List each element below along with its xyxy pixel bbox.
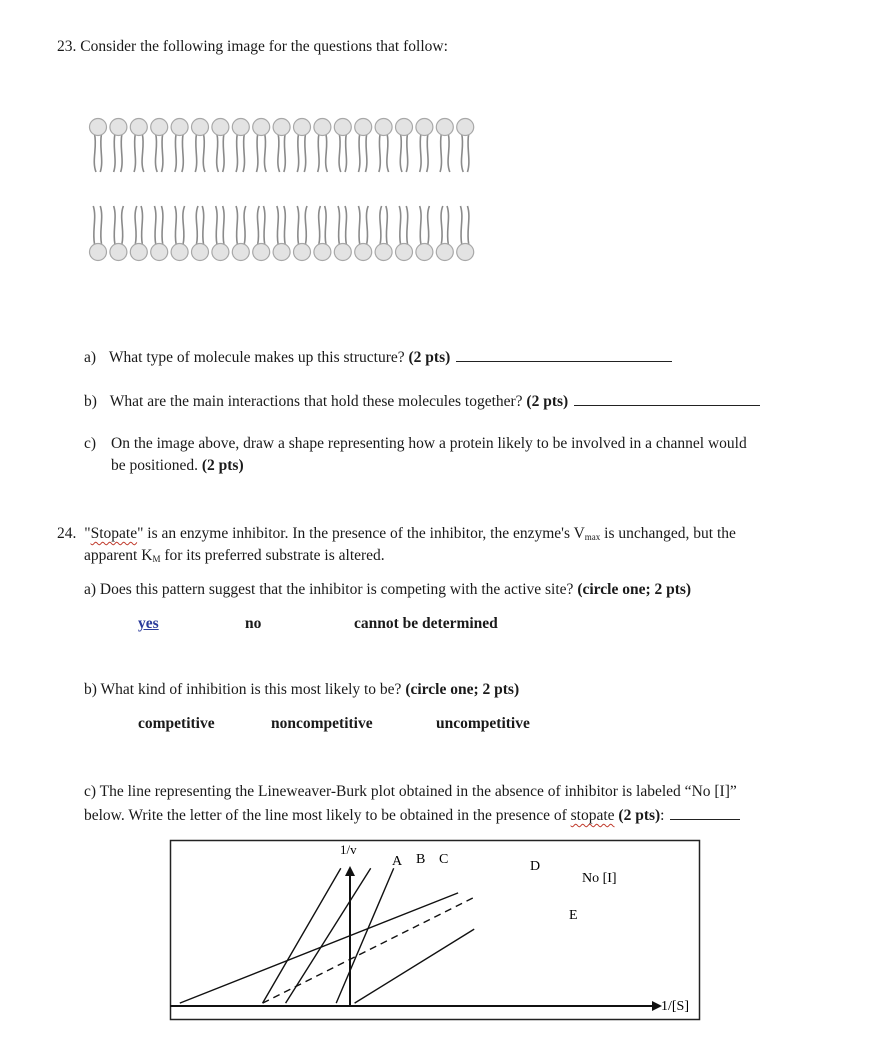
lipid-tail: [399, 206, 400, 244]
lipid-tail: [297, 206, 298, 244]
q23c-marker: c): [84, 435, 97, 452]
lipid-tail: [263, 206, 264, 244]
lipid-tail: [223, 206, 224, 244]
lipid-tail: [93, 206, 94, 244]
phospholipid-head: [355, 244, 372, 261]
phospholipid-head: [90, 119, 107, 136]
phospholipid-head: [314, 244, 331, 261]
phospholipid-head: [396, 119, 413, 136]
lipid-tail: [447, 206, 448, 244]
lipid-tail: [339, 134, 341, 172]
line-label-E: E: [569, 908, 578, 923]
lipid-tail: [440, 134, 441, 172]
lipid-tail: [203, 134, 205, 172]
q24b-text: b) What kind of inhibition is this most likely to be?: [84, 681, 402, 698]
lipid-tail: [175, 206, 176, 244]
lipid-tail: [428, 206, 430, 244]
lipid-tail: [278, 134, 280, 172]
lipid-tail: [297, 134, 298, 172]
q23b-marker: b): [84, 393, 97, 410]
option-cannot-be-determined[interactable]: cannot be determined: [354, 615, 498, 632]
line-label-D: D: [530, 859, 541, 874]
phospholipid-head: [212, 244, 229, 261]
line-label-no-inhibitor: No [I]: [582, 871, 617, 886]
lipid-tail: [277, 206, 278, 244]
q24-line1-end: is unchanged, but the: [600, 525, 736, 542]
q24-stem-line2: [84, 547, 385, 565]
lipid-tail: [202, 206, 203, 244]
q23a-answer-blank[interactable]: [456, 347, 672, 362]
phospholipid-head: [110, 244, 127, 261]
lipid-tail: [284, 134, 285, 172]
lipid-tail: [326, 134, 328, 172]
lipid-tail: [134, 134, 135, 172]
line-label-B: B: [416, 852, 426, 867]
lipid-tail: [345, 206, 346, 244]
lipid-tail: [441, 206, 443, 244]
q23a: [84, 347, 672, 367]
q23a-marker: a): [84, 349, 97, 366]
lipid-tail: [236, 206, 237, 244]
lipid-tail: [236, 134, 237, 172]
lipid-tail: [380, 206, 382, 244]
lipid-tail: [305, 206, 307, 244]
lipid-tail: [366, 206, 368, 244]
lipid-tail: [141, 206, 142, 244]
lipid-tail: [386, 206, 387, 244]
lipid-tail: [400, 134, 402, 172]
lipid-tail: [195, 134, 196, 172]
phospholipid-head: [151, 119, 168, 136]
lipid-tail: [183, 206, 185, 244]
lipid-tail: [460, 206, 461, 244]
q24b-question: [84, 681, 519, 699]
phospholipid-head: [110, 119, 127, 136]
lipid-tail: [161, 134, 162, 172]
q23b-text: What are the main interactions that hold these molecules together?: [109, 393, 523, 410]
q23a-points: (2 pts): [408, 349, 451, 366]
lipid-tail: [100, 206, 101, 244]
q24c-line2-start: below. Write the letter of the line most likely to be obtained in the presence of: [84, 807, 571, 824]
phospholipid-head: [151, 244, 168, 261]
lipid-tail: [155, 134, 157, 172]
lipid-tail: [358, 134, 359, 172]
lipid-tail: [196, 206, 198, 244]
lipid-tail: [406, 134, 407, 172]
option-competitive[interactable]: competitive: [138, 715, 215, 732]
phospholipid-head: [192, 119, 209, 136]
phospholipid-head: [294, 119, 311, 136]
phospholipid-head: [396, 244, 413, 261]
q23c-line2-text: be positioned.: [111, 457, 198, 474]
q24c-line1: c) The line representing the Lineweaver-Burk plot obtained in the absence of inhibitor is labeled “No [I]”: [84, 783, 737, 800]
lipid-tail: [114, 206, 115, 244]
phospholipid-head: [334, 119, 351, 136]
lipid-tail: [122, 206, 124, 244]
lipid-tail: [135, 206, 137, 244]
lipid-tail: [223, 134, 224, 172]
q24c-points: (2 pts): [618, 807, 661, 824]
phospholipid-head: [212, 119, 229, 136]
lipid-tail: [448, 134, 450, 172]
phospholipid-head: [457, 244, 474, 261]
q24c-answer-blank[interactable]: [670, 805, 740, 820]
q23c-line1: On the image above, draw a shape representing how a protein likely to be involved in a channel would: [111, 435, 747, 452]
y-axis-label: 1/v: [340, 842, 357, 857]
q24-number: 24.: [57, 525, 77, 542]
lipid-tail: [420, 206, 421, 244]
phospholipid-head: [130, 119, 147, 136]
lipid-bilayer-image: [88, 116, 492, 264]
q23b-points: (2 pts): [526, 393, 569, 410]
phospholipid-head: [416, 119, 433, 136]
q24-stem-line1: [57, 525, 736, 543]
phospholipid-head: [232, 244, 249, 261]
lipid-tail: [467, 134, 468, 172]
option-uncompetitive[interactable]: uncompetitive: [436, 715, 530, 732]
lipid-tail: [338, 206, 339, 244]
phospholipid-head: [130, 244, 147, 261]
q24a-instructions: (circle one; 2 pts): [577, 581, 692, 598]
q23c-line2: [111, 457, 244, 475]
lipid-tail: [243, 134, 244, 172]
q23a-text: What type of molecule makes up this structure?: [108, 349, 405, 366]
lipid-tail: [100, 134, 101, 172]
phospholipid-head: [192, 244, 209, 261]
lipid-tail: [365, 134, 366, 172]
plot-frame: [171, 841, 700, 1020]
phospholipid-head: [334, 244, 351, 261]
lipid-tail: [358, 206, 359, 244]
q23c-points: (2 pts): [201, 457, 244, 474]
lipid-tail: [406, 206, 407, 244]
phospholipid-head: [436, 119, 453, 136]
lipid-tail: [94, 134, 96, 172]
lipid-tail: [461, 134, 463, 172]
phospholipid-head: [232, 119, 249, 136]
lipid-tail: [142, 134, 144, 172]
phospholipid-head: [436, 244, 453, 261]
phospholipid-head: [294, 244, 311, 261]
lipid-tail: [325, 206, 326, 244]
q24-line2-start: apparent K: [84, 547, 153, 564]
q24c-inhibitor-name: stopate: [570, 807, 615, 824]
phospholipid-head: [90, 244, 107, 261]
phospholipid-head: [253, 119, 270, 136]
lipid-tail: [318, 134, 319, 172]
phospholipid-head: [171, 244, 188, 261]
x-axis-label: 1/[S]: [661, 999, 689, 1014]
lipid-tail: [264, 134, 266, 172]
option-noncompetitive[interactable]: noncompetitive: [271, 715, 373, 732]
lipid-tail: [244, 206, 246, 244]
lipid-tail: [175, 134, 176, 172]
lipid-tail: [427, 134, 428, 172]
q24c-colon: :: [660, 807, 665, 824]
lipid-tail: [387, 134, 389, 172]
q24-quote-open: ": [84, 525, 91, 542]
line-label-C: C: [439, 852, 449, 867]
lipid-tail: [379, 134, 380, 172]
lineweaver-burk-plot: [168, 838, 702, 1024]
lipid-tail: [216, 206, 217, 244]
phospholipid-head: [253, 244, 270, 261]
vmax-subscript: max: [584, 532, 601, 542]
lipid-tail: [319, 206, 321, 244]
lipid-tail: [284, 206, 285, 244]
q24-line2-end: for its preferred substrate is altered.: [160, 547, 385, 564]
lipid-tail: [217, 134, 219, 172]
q23-header: 23. Consider the following image for the questions that follow:: [57, 38, 448, 55]
lipid-tail: [345, 134, 346, 172]
option-yes[interactable]: yes: [138, 615, 159, 632]
phospholipid-head: [457, 119, 474, 136]
lipid-tail: [420, 134, 421, 172]
lipid-tail: [182, 134, 183, 172]
lipid-tail: [256, 134, 257, 172]
phospholipid-head: [355, 119, 372, 136]
q24a-text: a) Does this pattern suggest that the inhibitor is competing with the active site?: [84, 581, 574, 598]
phospholipid-head: [416, 244, 433, 261]
phospholipid-head: [314, 119, 331, 136]
phospholipid-head: [273, 119, 290, 136]
q24b-instructions: (circle one; 2 pts): [405, 681, 520, 698]
lipid-tail: [114, 134, 115, 172]
phospholipid-head: [171, 119, 188, 136]
lipid-tail: [121, 134, 122, 172]
q24c-line2: [84, 805, 740, 825]
lipid-tail: [257, 206, 259, 244]
lipid-tail: [161, 206, 162, 244]
lipid-tail: [304, 134, 305, 172]
q24-line1-mid: " is an enzyme inhibitor. In the presence of the inhibitor, the enzyme's V: [137, 525, 585, 542]
line-label-A: A: [392, 854, 403, 869]
phospholipid-head: [375, 244, 392, 261]
lipid-tail: [467, 206, 468, 244]
q24a-question: [84, 581, 691, 599]
km-subscript: M: [152, 554, 161, 564]
q24-inhibitor-name: Stopate: [90, 525, 138, 542]
q23b: [84, 391, 760, 411]
option-no[interactable]: no: [245, 615, 262, 632]
phospholipid-head: [375, 119, 392, 136]
lipid-tail: [154, 206, 155, 244]
q23b-answer-blank[interactable]: [574, 391, 760, 406]
phospholipid-head: [273, 244, 290, 261]
